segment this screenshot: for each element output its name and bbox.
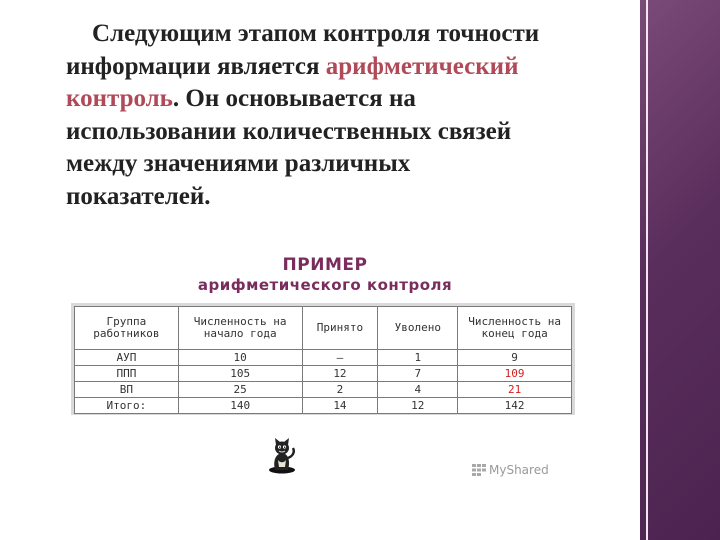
cell-start: 10: [178, 350, 302, 366]
decorative-side-panel: [640, 0, 720, 540]
cell-group: Итого:: [75, 398, 179, 414]
table-header-row: [75, 307, 572, 350]
header-end: Численность на конец года: [458, 307, 572, 350]
cell-group: ВП: [75, 382, 179, 398]
example-title: ПРИМЕР: [282, 255, 368, 275]
paragraph-line-4: использовании количественных связей: [66, 117, 512, 145]
watermark-label: MyShared: [489, 463, 549, 477]
table-row: [75, 382, 572, 398]
cell-fired: 1: [378, 350, 458, 366]
header-group: Группа работников: [75, 307, 179, 350]
highlight-term: контроль: [66, 85, 173, 112]
cell-hired: 2: [302, 382, 378, 398]
header-fired: Уволено: [378, 307, 458, 350]
cell-end: 21: [458, 382, 572, 398]
side-divider-line: [646, 0, 648, 540]
table-row: [75, 366, 572, 382]
cell-start: 25: [178, 382, 302, 398]
cell-hired: 12: [302, 366, 378, 382]
cell-group: АУП: [75, 350, 179, 366]
cell-hired: –: [302, 350, 378, 366]
cell-end: 109: [458, 366, 572, 382]
control-table: [74, 306, 572, 414]
cell-hired: 14: [302, 398, 378, 414]
cell-start: 140: [178, 398, 302, 414]
cell-start: 105: [178, 366, 302, 382]
cell-end: 142: [458, 398, 572, 414]
cell-group: ППП: [75, 366, 179, 382]
paragraph-line-1: Следующим этапом контроля точности: [92, 20, 540, 47]
example-heading: [150, 255, 500, 295]
cat-mascot-icon: [262, 436, 300, 474]
header-hired: Принято: [302, 307, 378, 350]
cell-fired: 4: [378, 382, 458, 398]
paragraph-line-6: показателей.: [66, 182, 211, 210]
paragraph-line-5: между значениями различных: [66, 150, 411, 177]
myshared-logo-icon: [472, 464, 486, 476]
main-paragraph: [66, 18, 626, 213]
myshared-watermark: [472, 463, 549, 477]
example-subtitle: арифметического контроля: [197, 276, 453, 294]
table-total-row: [75, 398, 572, 414]
cell-fired: 7: [378, 366, 458, 382]
cell-end: 9: [458, 350, 572, 366]
highlight-term: арифметический: [325, 52, 519, 80]
paragraph-line-3: контроль. Он основывается на: [66, 85, 416, 112]
cell-fired: 12: [378, 398, 458, 414]
paragraph-line-2: информации является арифметический: [66, 52, 519, 80]
header-start: Численность на начало года: [178, 307, 302, 350]
table-row: [75, 350, 572, 366]
